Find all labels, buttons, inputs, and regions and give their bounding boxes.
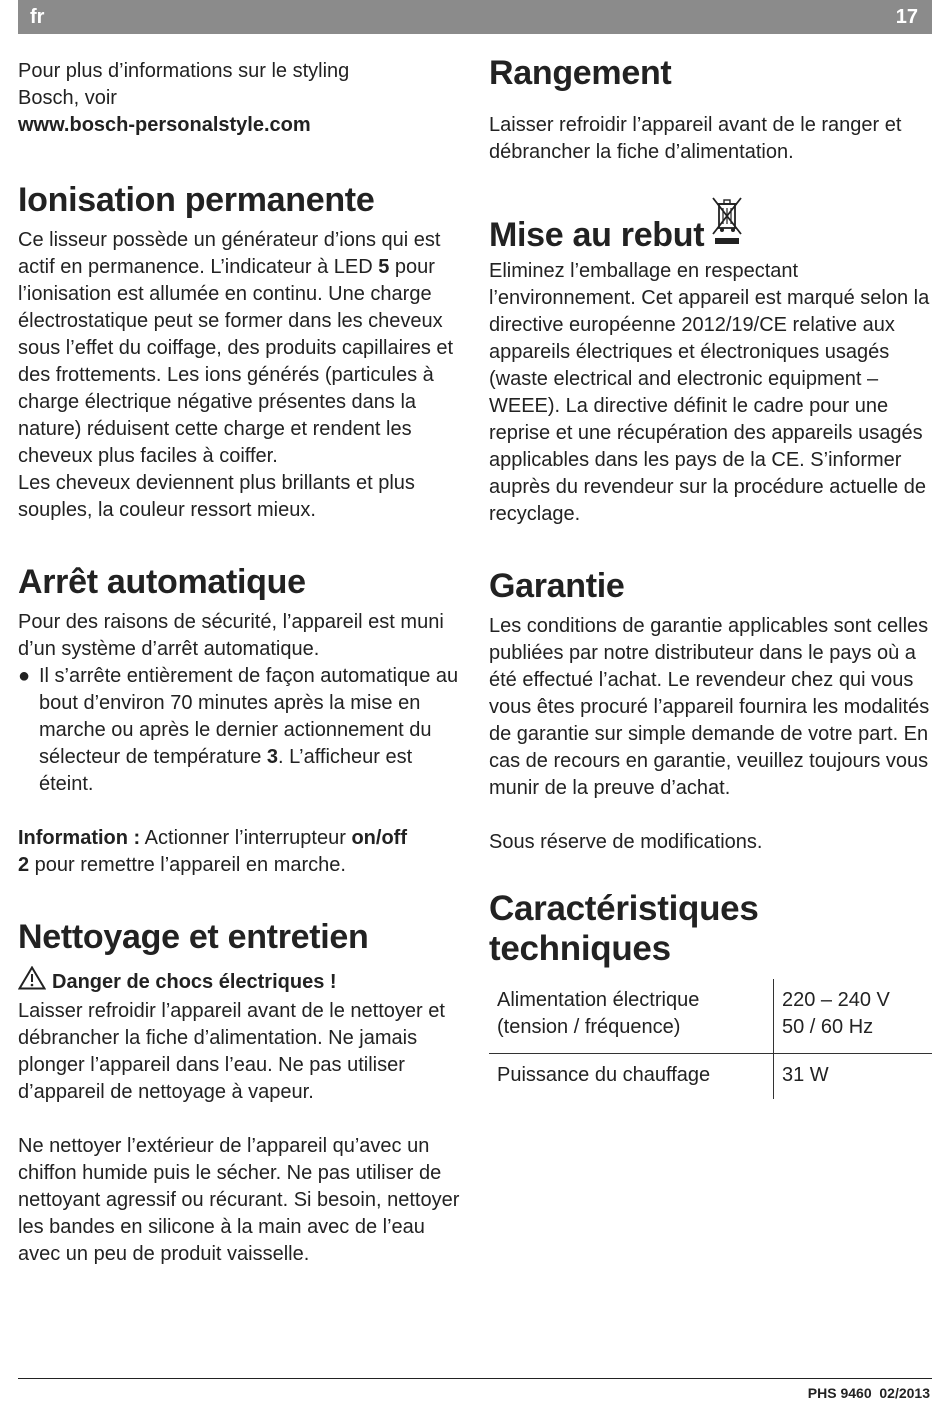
right-column <box>489 54 934 1099</box>
section-title-arret: Arrêt automatique <box>18 563 306 601</box>
section-title-rebut: Mise au rebut <box>489 216 705 254</box>
section-title-nettoyage: Nettoyage et entretien <box>18 918 369 956</box>
caracteristiques-title-line-1: Caractéristiques <box>489 889 759 928</box>
information-note <box>18 825 463 879</box>
switch-number: 2 <box>18 854 30 876</box>
spec-value-line: 220 – 240 V <box>782 989 890 1011</box>
rebut-text: Eliminez l’emballage en respectant l’environnement. Cet appareil est marqué selon la directive européenne 2012/19/CE relative aux appareils électriques et électroniques usagés (waste electrical and electronic equipment – WEEE). La directive définit le cadre pour une reprise et une récupération des appareils usagés applicables dans les pays de la CE. S’informer auprès du revendeur sur la procédure actuelle de recyclage. <box>489 260 930 525</box>
website-link[interactable]: www.bosch-personalstyle.com <box>18 114 311 136</box>
footer-divider <box>18 1378 932 1379</box>
led-number: 5 <box>378 256 390 278</box>
specifications-table <box>489 979 932 1099</box>
information-text-a: Actionner l’interrupteur <box>140 827 352 849</box>
warning-triangle-icon <box>18 966 52 998</box>
arret-intro: Pour des raisons de sécurité, l’appareil est muni d’un système d’arrêt automatique. <box>18 611 444 660</box>
section-title-caracteristiques <box>489 889 934 969</box>
table-row <box>489 979 932 1054</box>
section-title-ionisation: Ionisation permanente <box>18 181 375 219</box>
model-number: PHS 9460 <box>807 1385 872 1401</box>
reserve-text: Sous réserve de modifications. <box>489 831 763 853</box>
selector-number: 3 <box>266 746 279 768</box>
left-column <box>18 58 463 1268</box>
table-cell-value <box>774 1054 933 1100</box>
information-text-b: pour remettre l’appareil en marche. <box>29 854 346 876</box>
language-code: fr <box>30 6 45 28</box>
ionisation-text-a: Ce lisseur possède un générateur d’ions qui est actif en permanence. L’indicateur à LED <box>18 229 441 278</box>
table-cell-value <box>774 979 933 1054</box>
intro-text <box>18 58 463 139</box>
table-row <box>489 1054 932 1100</box>
switch-label: on/off <box>351 827 407 849</box>
rangement-text: Laisser refroidir l’appareil avant de le ranger et débrancher la fiche d’alimentation. <box>489 114 902 163</box>
garantie-text: Les conditions de garantie applicables sont celles publiées par notre distributeur dans le pays où a été effectué l’achat. Le revendeur chez qui vous vous êtes procuré l’appareil fournira les modalités de garantie sur simple demande de votre part. En cas de recours en garantie, veuillez toujours vous munir de la preuve d’achat. <box>489 615 930 799</box>
spec-label-line: Alimentation électrique <box>497 989 700 1011</box>
arret-bullet-text-a: Il s’arrête entièrement de façon automatique au bout d’environ 70 minutes après la mise en marche ou après le dernier actionnement du sélecteur de température <box>39 665 459 768</box>
rebut-heading-row <box>489 196 934 254</box>
page-number: 17 <box>895 6 918 28</box>
nettoyage-paragraph-2: Ne nettoyer l’extérieur de l’appareil qu’avec un chiffon humide puis le sécher. Ne pas utiliser de nettoyant agressif ou récurant. Si besoin, nettoyer les bandes en silicone à la main avec de l’eau avec un peu de produit vaisselle. <box>18 1135 460 1265</box>
information-label: Information : <box>18 827 141 849</box>
intro-line-1: Pour plus d’informations sur le styling <box>18 60 350 82</box>
arret-bullet-text-b: . L’afficheur est éteint. <box>39 746 413 795</box>
section-title-rangement: Rangement <box>489 54 672 92</box>
spec-value-line: 31 W <box>782 1064 829 1086</box>
spec-label-line: Puissance du chauffage <box>497 1064 711 1086</box>
crossed-out-wheelie-bin-icon <box>710 196 744 254</box>
page-header-bar <box>18 0 932 34</box>
ionisation-text-b: pour l’ionisation est allumée en continu. Une charge électrostatique peut se former dans les cheveux sous l’effet du coiffage, des produits capillaires et des frottements. Les ions générés (particules à charge électrique négative présentes dans la nature) réduisent cette charge et rendent les cheveux plus faciles à coiffer. <box>18 256 454 467</box>
section-title-garantie: Garantie <box>489 567 625 605</box>
spec-label-line: (tension / fréquence) <box>497 1016 681 1038</box>
ionisation-paragraph-2: Les cheveux deviennent plus brillants et plus souples, la couleur ressort mieux. <box>18 472 415 521</box>
publication-date: 02/2013 <box>879 1385 930 1401</box>
table-cell-label <box>489 979 774 1054</box>
warning-text: Danger de chocs électriques ! <box>52 970 337 993</box>
caracteristiques-title-line-2: techniques <box>489 929 671 968</box>
warning-line <box>18 966 463 998</box>
bullet-dot: ● <box>18 665 31 687</box>
intro-line-2: Bosch, voir <box>18 87 117 109</box>
nettoyage-paragraph-1: Laisser refroidir l’appareil avant de le nettoyer et débrancher la fiche d’alimentation. Ne jamais plonger l’appareil dans l’eau. Ne pas utiliser d’appareil de nettoyage à vapeur. <box>18 1000 445 1103</box>
ionisation-paragraph-1 <box>18 227 463 470</box>
table-cell-label <box>489 1054 774 1100</box>
arret-bullet-item <box>18 663 463 798</box>
spec-value-line: 50 / 60 Hz <box>782 1016 874 1038</box>
footer-model-date <box>808 1385 930 1401</box>
